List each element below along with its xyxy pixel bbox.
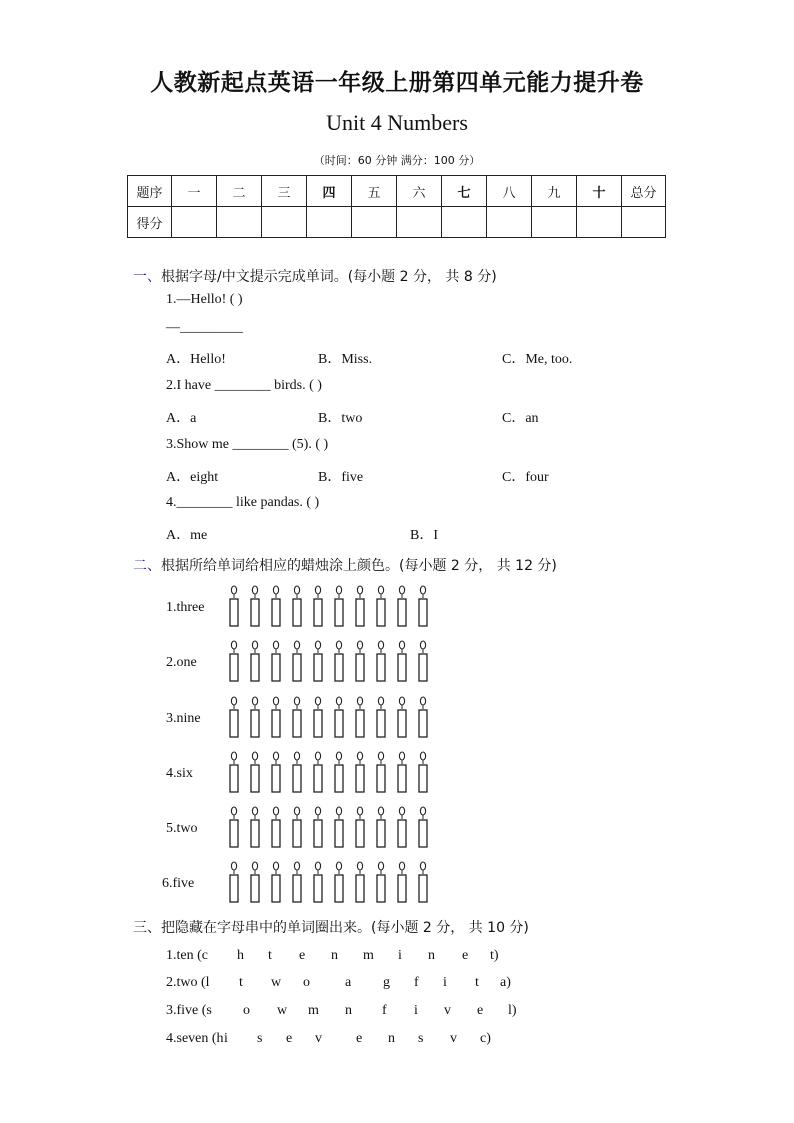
letter-cell[interactable]: w <box>271 975 282 990</box>
candle-icon[interactable] <box>418 861 439 905</box>
candle-icon[interactable] <box>355 585 376 629</box>
score-header-cell: 三 <box>262 176 307 207</box>
section2-title: 根据所给单词给相应的蜡烛涂上颜色。(每小题 2 分， 共 12 分) <box>161 558 557 574</box>
letter-cell[interactable]: f <box>414 975 419 990</box>
section1-heading <box>133 266 497 286</box>
section1-prefix: 一、 <box>133 269 161 285</box>
candle-icon[interactable] <box>397 640 418 684</box>
score-cell[interactable] <box>487 207 532 238</box>
letter-cell[interactable]: t <box>239 975 243 990</box>
q2-stem: 2.I have ________ birds. ( ) <box>166 378 322 393</box>
candle-icon[interactable] <box>376 585 397 629</box>
candle-icon[interactable] <box>292 751 313 795</box>
candle-icon[interactable] <box>418 640 439 684</box>
candle-row <box>229 861 439 905</box>
candle-row <box>229 751 439 795</box>
score-row-label: 得分 <box>128 207 172 238</box>
q4-option-a[interactable]: A．me <box>166 528 208 543</box>
score-header-cell: 十 <box>577 176 622 207</box>
candle-icon[interactable] <box>418 585 439 629</box>
candle-icon[interactable] <box>418 751 439 795</box>
letter-cell[interactable]: e <box>286 1031 293 1046</box>
candle-icon[interactable] <box>397 585 418 629</box>
letter-cell[interactable]: v <box>315 1031 322 1046</box>
section1-title: 根据字母/中文提示完成单词。(每小题 2 分， 共 8 分) <box>161 269 497 285</box>
score-cell[interactable] <box>307 207 352 238</box>
letter-cell[interactable]: m <box>363 948 374 963</box>
score-cell[interactable] <box>262 207 307 238</box>
letter-cell[interactable]: s <box>257 1031 263 1046</box>
q3-option-a[interactable]: A．eight <box>166 470 219 485</box>
score-cell[interactable] <box>397 207 442 238</box>
score-cell[interactable] <box>442 207 487 238</box>
score-header-cell: 四 <box>307 176 352 207</box>
q1-answer-line: —_________ <box>166 320 243 335</box>
score-header-cell: 一 <box>172 176 217 207</box>
candle-icon[interactable] <box>418 696 439 740</box>
score-cell[interactable] <box>217 207 262 238</box>
candle-icon[interactable] <box>376 640 397 684</box>
candle-icon[interactable] <box>334 751 355 795</box>
letter-cell[interactable]: e <box>356 1031 363 1046</box>
score-cell[interactable] <box>172 207 217 238</box>
candle-icon[interactable] <box>397 696 418 740</box>
score-header-cell: 二 <box>217 176 262 207</box>
letter-cell[interactable]: a) <box>500 975 511 990</box>
section3-prefix: 三、 <box>133 920 161 936</box>
candle-icon[interactable] <box>292 585 313 629</box>
candle-icon[interactable] <box>355 640 376 684</box>
q2-option-a[interactable]: A．a <box>166 411 197 426</box>
candle-icon[interactable] <box>229 806 250 850</box>
section2-prefix: 二、 <box>133 558 161 574</box>
candle-icon[interactable] <box>292 696 313 740</box>
candle-icon[interactable] <box>313 806 334 850</box>
candle-icon[interactable] <box>292 640 313 684</box>
letter-cell[interactable]: n <box>428 948 435 963</box>
candle-icon[interactable] <box>334 585 355 629</box>
q2-option-b[interactable]: B．two <box>318 411 363 426</box>
score-cell[interactable] <box>532 207 577 238</box>
letter-cell[interactable]: t) <box>490 948 499 963</box>
letter-cell[interactable]: g <box>383 975 390 990</box>
letter-cell[interactable]: c) <box>480 1031 491 1046</box>
candle-icon[interactable] <box>376 861 397 905</box>
letter-cell[interactable]: v <box>450 1031 457 1046</box>
candle-icon[interactable] <box>250 696 271 740</box>
candle-row-label: 4.six <box>166 766 193 781</box>
candle-row-label: 6.five <box>162 876 195 891</box>
q1-option-a[interactable]: A．Hello! <box>166 352 226 367</box>
candle-icon[interactable] <box>376 751 397 795</box>
candle-icon[interactable] <box>334 806 355 850</box>
candle-row <box>229 585 439 629</box>
candle-icon[interactable] <box>229 861 250 905</box>
q3-option-c[interactable]: C．four <box>502 470 549 485</box>
candle-icon[interactable] <box>271 640 292 684</box>
candle-icon[interactable] <box>355 696 376 740</box>
candle-icon[interactable] <box>313 696 334 740</box>
unit-subtitle: Unit 4 Numbers <box>326 110 468 135</box>
letter-cell[interactable]: e <box>477 1003 484 1018</box>
candle-row-label: 1.three <box>166 600 205 615</box>
score-header-cell: 总分 <box>622 176 666 207</box>
section3-title: 把隐藏在字母串中的单词圈出来。(每小题 2 分， 共 10 分) <box>161 920 529 936</box>
q3-stem: 3.Show me ________ (5). ( ) <box>166 437 329 452</box>
letter-cell[interactable]: t <box>268 948 272 963</box>
score-header-cell: 九 <box>532 176 577 207</box>
letter-cell[interactable]: v <box>444 1003 451 1018</box>
score-table-score-row <box>128 207 666 238</box>
candle-icon[interactable] <box>397 806 418 850</box>
letter-cell[interactable]: i <box>224 1031 228 1046</box>
candle-row <box>229 696 439 740</box>
candle-icon[interactable] <box>271 861 292 905</box>
score-cell[interactable] <box>577 207 622 238</box>
letter-string-label: 2.two (l <box>166 975 210 990</box>
candle-icon[interactable] <box>229 585 250 629</box>
score-table-header-row <box>128 176 666 207</box>
candle-icon[interactable] <box>376 696 397 740</box>
letter-cell[interactable]: n <box>388 1031 395 1046</box>
letter-string-label: 1.ten (c <box>166 948 208 963</box>
score-table <box>127 175 666 238</box>
letter-cell[interactable]: m <box>308 1003 319 1018</box>
candle-icon[interactable] <box>292 861 313 905</box>
score-cell[interactable] <box>622 207 666 238</box>
letter-cell[interactable]: i <box>414 1003 418 1018</box>
page-title: 人教新起点英语一年级上册第四单元能力提升卷 <box>150 70 644 96</box>
letter-cell[interactable]: h <box>237 948 244 963</box>
candle-icon[interactable] <box>250 806 271 850</box>
letter-cell[interactable]: i <box>398 948 402 963</box>
letter-cell[interactable]: l) <box>508 1003 517 1018</box>
candle-icon[interactable] <box>271 751 292 795</box>
candle-icon[interactable] <box>229 696 250 740</box>
candle-icon[interactable] <box>313 751 334 795</box>
score-header-cell: 五 <box>352 176 397 207</box>
q4-stem: 4.________ like pandas. ( ) <box>166 495 320 510</box>
letter-cell[interactable]: f <box>382 1003 387 1018</box>
letter-cell[interactable]: n <box>331 948 338 963</box>
score-header-cell: 七 <box>442 176 487 207</box>
candle-icon[interactable] <box>397 751 418 795</box>
candle-row-label: 5.two <box>166 821 198 836</box>
letter-cell[interactable]: n <box>345 1003 352 1018</box>
candle-row-label: 3.nine <box>166 711 201 726</box>
q2-option-c[interactable]: C．an <box>502 411 539 426</box>
score-header-cell: 六 <box>397 176 442 207</box>
candle-icon[interactable] <box>250 861 271 905</box>
candle-icon[interactable] <box>313 861 334 905</box>
candle-row-label: 2.one <box>166 655 197 670</box>
letter-string-label: 3.five (s <box>166 1003 212 1018</box>
candle-icon[interactable] <box>229 640 250 684</box>
candle-icon[interactable] <box>313 640 334 684</box>
candle-row <box>229 806 439 850</box>
letter-cell[interactable]: e <box>299 948 306 963</box>
letter-cell[interactable]: t <box>475 975 479 990</box>
q1-stem: 1.—Hello! ( ) <box>166 292 243 307</box>
candle-icon[interactable] <box>271 806 292 850</box>
letter-cell[interactable]: o <box>243 1003 250 1018</box>
letter-cell[interactable]: w <box>277 1003 288 1018</box>
section3-heading <box>133 917 529 937</box>
section2-heading <box>133 555 557 575</box>
score-header-cell: 八 <box>487 176 532 207</box>
candle-icon[interactable] <box>418 806 439 850</box>
candle-icon[interactable] <box>355 861 376 905</box>
letter-cell[interactable]: i <box>443 975 447 990</box>
candle-icon[interactable] <box>292 806 313 850</box>
candle-icon[interactable] <box>355 751 376 795</box>
candle-icon[interactable] <box>313 585 334 629</box>
letter-string-label: 4.seven (h <box>166 1031 224 1046</box>
candle-icon[interactable] <box>250 640 271 684</box>
q1-option-c[interactable]: C．Me, too. <box>502 352 573 367</box>
candle-icon[interactable] <box>250 585 271 629</box>
q3-option-b[interactable]: B．five <box>318 470 364 485</box>
score-header-cell: 题序 <box>128 176 172 207</box>
candle-icon[interactable] <box>397 861 418 905</box>
q4-option-b[interactable]: B．I <box>410 528 438 543</box>
candle-row <box>229 640 439 684</box>
candle-icon[interactable] <box>376 806 397 850</box>
candle-icon[interactable] <box>271 585 292 629</box>
candle-icon[interactable] <box>334 640 355 684</box>
score-cell[interactable] <box>352 207 397 238</box>
letter-cell[interactable]: a <box>345 975 352 990</box>
candle-icon[interactable] <box>355 806 376 850</box>
candle-icon[interactable] <box>229 751 250 795</box>
letter-cell[interactable]: o <box>303 975 310 990</box>
time-info: （时间：60 分钟 满分：100 分） <box>313 154 481 167</box>
candle-icon[interactable] <box>334 861 355 905</box>
letter-cell[interactable]: s <box>418 1031 424 1046</box>
candle-icon[interactable] <box>271 696 292 740</box>
q1-option-b[interactable]: B．Miss. <box>318 352 373 367</box>
candle-icon[interactable] <box>250 751 271 795</box>
candle-icon[interactable] <box>334 696 355 740</box>
letter-cell[interactable]: e <box>462 948 469 963</box>
